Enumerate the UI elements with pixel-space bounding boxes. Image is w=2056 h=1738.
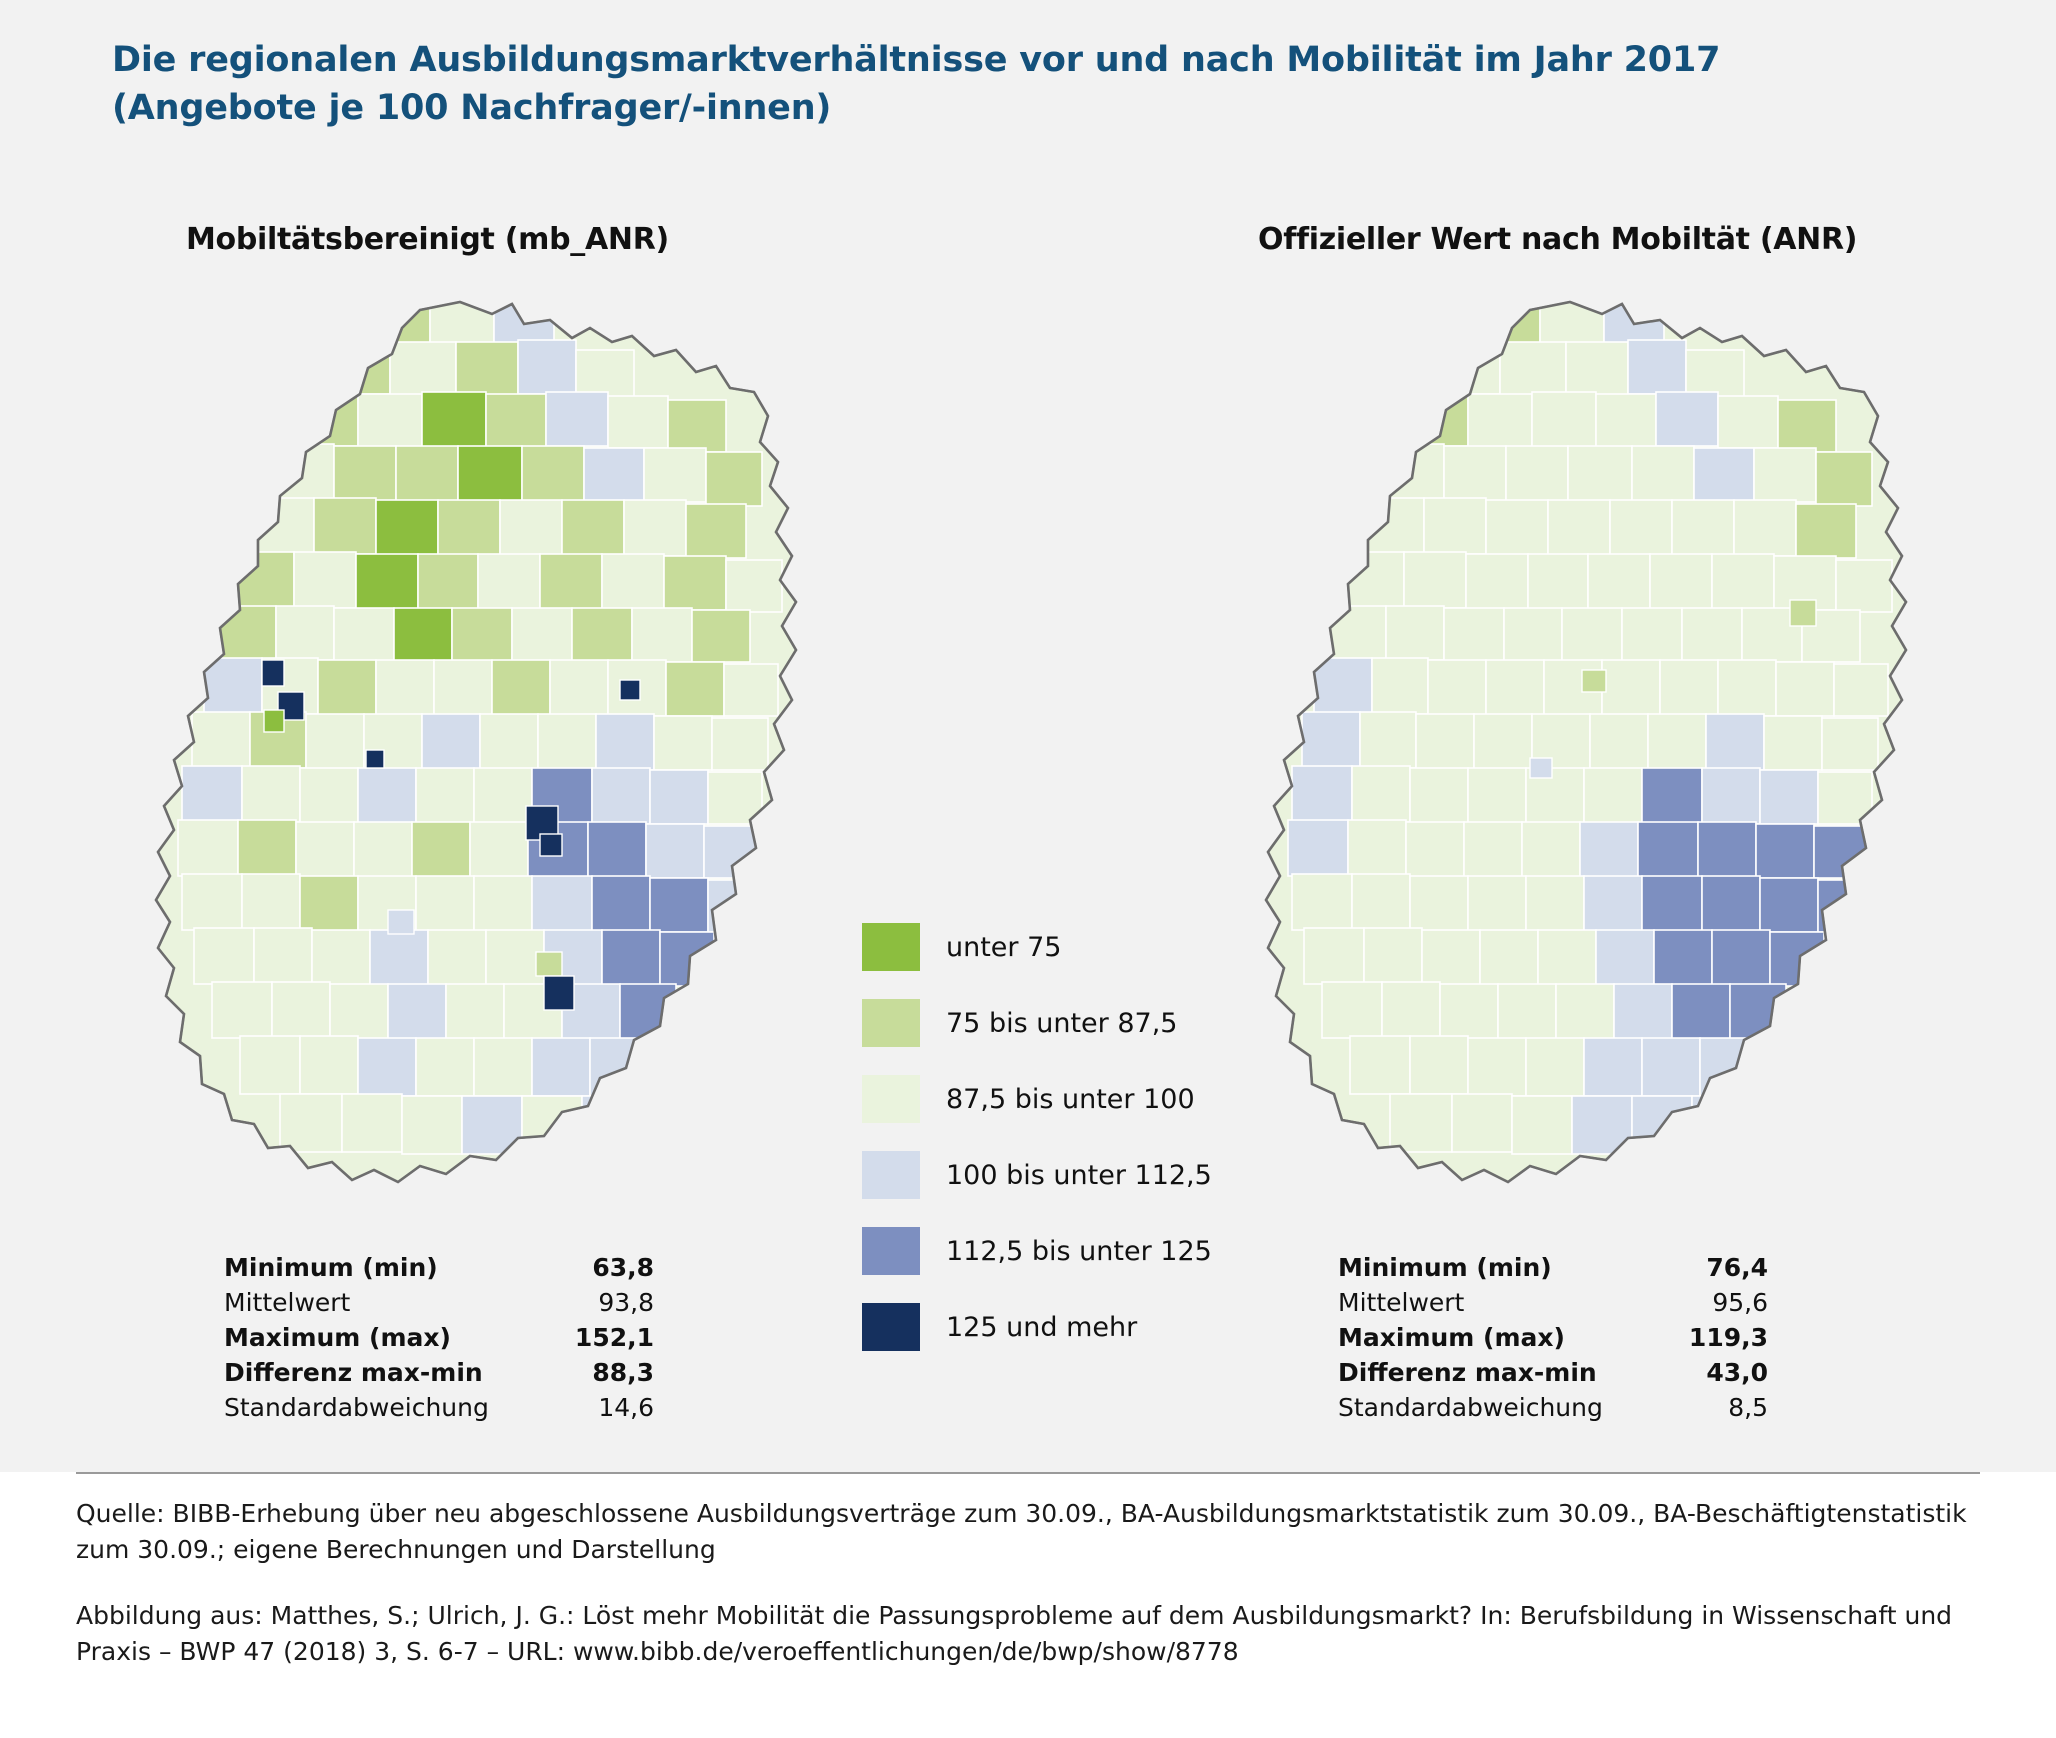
legend-swatch-1	[862, 999, 920, 1047]
stats-value: 43,0	[1706, 1358, 1768, 1387]
stats-table-right	[1338, 1250, 1768, 1425]
figure-note: Abbildung aus: Matthes, S.; Ulrich, J. G.: Löst mehr Mobilität die Passungsprobleme auf dem Ausbildungsmarkt? In: Berufsbildung in Wissenschaft und Praxis – BWP 47 (2018) 3, S. 6-7 – URL: www.bibb.de/veroeffentlichungen/de/bwp/show/8778	[76, 1601, 1953, 1667]
stats-label: Minimum (min)	[224, 1253, 438, 1282]
stats-label: Standardabweichung	[1338, 1393, 1603, 1422]
stats-value: 8,5	[1728, 1393, 1768, 1422]
stats-label: Maximum (max)	[224, 1323, 451, 1352]
legend-item	[862, 1292, 1222, 1362]
stats-label: Differenz max-min	[224, 1358, 483, 1387]
stats-label: Differenz max-min	[1338, 1358, 1597, 1387]
stats-row	[224, 1355, 654, 1390]
legend-item	[862, 912, 1222, 982]
stats-row	[1338, 1285, 1768, 1320]
map-mobilitaetsbereinigt	[120, 280, 880, 1220]
stats-value: 119,3	[1688, 1323, 1768, 1352]
stats-row	[1338, 1355, 1768, 1390]
stats-value: 63,8	[592, 1253, 654, 1282]
stats-value: 76,4	[1706, 1253, 1768, 1282]
stats-label: Minimum (min)	[1338, 1253, 1552, 1282]
stats-value: 14,6	[598, 1393, 654, 1422]
stats-label: Mittelwert	[224, 1288, 351, 1317]
stats-row	[224, 1390, 654, 1425]
panel-title-left: Mobiltätsbereinigt (mb_ANR)	[186, 222, 669, 257]
legend-label-0: unter 75	[946, 931, 1062, 963]
legend-item	[862, 1140, 1222, 1210]
legend-label-3: 100 bis unter 112,5	[946, 1159, 1212, 1191]
legend-item	[862, 1064, 1222, 1134]
legend-label-5: 125 und mehr	[946, 1311, 1138, 1343]
footer-divider	[76, 1472, 1980, 1474]
stats-value: 152,1	[574, 1323, 654, 1352]
source-note: Quelle: BIBB-Erhebung über neu abgeschlossene Ausbildungsverträge zum 30.09., BA-Ausbildungsmarktstatistik zum 30.09., BA-Beschäftigtenstatistik zum 30.09.; eigene Berechnungen und Darstellung	[76, 1499, 1967, 1565]
stats-row	[1338, 1250, 1768, 1285]
legend-label-1: 75 bis unter 87,5	[946, 1007, 1178, 1039]
stats-label: Mittelwert	[1338, 1288, 1465, 1317]
legend-item	[862, 1216, 1222, 1286]
stats-value: 95,6	[1712, 1288, 1768, 1317]
legend-item	[862, 988, 1222, 1058]
stats-table-left	[224, 1250, 654, 1425]
footer	[0, 1472, 2056, 1738]
map-offizieller-wert	[1230, 280, 1990, 1220]
stats-row	[1338, 1320, 1768, 1355]
legend-swatch-0	[862, 923, 920, 971]
stats-row	[224, 1320, 654, 1355]
legend-label-4: 112,5 bis unter 125	[946, 1235, 1212, 1267]
stats-value: 88,3	[592, 1358, 654, 1387]
legend-swatch-5	[862, 1303, 920, 1351]
stats-label: Standardabweichung	[224, 1393, 489, 1422]
page-title: Die regionalen Ausbildungsmarktverhältnisse vor und nach Mobilität im Jahr 2017 (Angebote je 100 Nachfrager/-innen)	[112, 40, 1721, 129]
legend-swatch-3	[862, 1151, 920, 1199]
legend-swatch-2	[862, 1075, 920, 1123]
legend-swatch-4	[862, 1227, 920, 1275]
stats-row	[1338, 1390, 1768, 1425]
stats-row	[224, 1250, 654, 1285]
stats-value: 93,8	[598, 1288, 654, 1317]
panel-title-right: Offizieller Wert nach Mobiltät (ANR)	[1258, 222, 1858, 257]
stats-label: Maximum (max)	[1338, 1323, 1565, 1352]
legend	[862, 912, 1222, 1368]
stats-row	[224, 1285, 654, 1320]
legend-label-2: 87,5 bis unter 100	[946, 1083, 1195, 1115]
